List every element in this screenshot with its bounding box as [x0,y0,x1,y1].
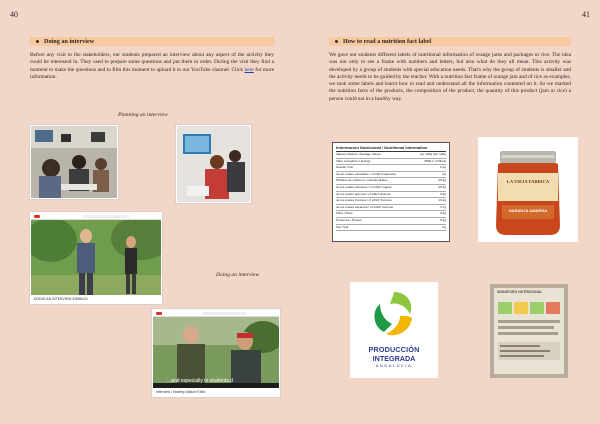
nutrient-name: Valor energético / Energy [336,158,371,163]
youtube-video-1[interactable] [30,212,162,304]
produccion-integrada-logo [350,282,438,378]
page-number-left: 40 [10,10,18,19]
nutrient-name: Fibra / Fibre [336,211,353,216]
paragraph-text: Before any visit to the stakeholders, our students prepared an interview about any aspect of the activity they could be interested in. They used to prepare some questions and put them in order. During the visit they find a moment to make the questions and to film this moment to upload it in our YouTube channel. Click [30,52,274,73]
nutrient-name: Valores Medios / Average Values [336,152,382,156]
nutrient-name: de los cuales sacarosa / of which sucrose [336,204,394,209]
jar-brand-label: LA VIEJA FABRICA [506,179,550,184]
nutrition-row [336,172,446,179]
paragraph-nutrition: We gave our students different labels of nutritional information of orange jams and packages or rice. The idea was not only to see a frame with numbers and letters, but also what do they all mean. This activity was developed by a group of students with special education needs. That's why the group of students is smaller and the activity needs to be guided by the teacher. With a nutrition fact frame of orange jam and of rice as examples, we took some labels and learnt how to read and understand all the information contented on it. So we marked the nutrition facts of the products, the composition of the product, the quantity of this product (jam or rice) a person could eat in a healthy way. [329,52,571,102]
nutrient-name: de las cuales saturadas / of which saturates [336,171,397,176]
youtube-logo-icon [156,312,162,315]
nutrition-facts-table [332,142,450,242]
nutrient-name: Grasas / Fat [336,165,354,170]
nutrition-row [336,198,446,205]
caption-planning: Planning an interview [118,112,168,118]
logo-text-integrada: INTEGRADA [372,354,416,363]
nutrient-value: 29,4g [438,184,446,189]
video-1-title: DOING AN INTERVIEW EIMINGO [31,295,161,303]
page-number-right: 41 [582,10,590,19]
section-heading-nutrition [329,37,571,46]
classroom-photo-1 [30,125,118,199]
classroom-photo-2 [176,125,251,203]
nutrient-value: 29,4g [438,178,446,183]
nutrition-row [336,178,446,185]
nutrient-value: 956kJ / 170kcal [424,158,446,163]
leaf-swirl-icon [350,282,438,344]
nutrition-table-title: Información Nutricional / Nutritional Information [336,145,446,152]
heading-text: Doing an interview [44,38,95,45]
video-2-subtitle: ...and especially to students.d [167,378,233,384]
nutrient-value: 0,1g [439,165,446,170]
nutrition-row [336,205,446,212]
nutrient-value: 10,4g [438,198,446,203]
caption-doing: Doing an interview [216,272,260,278]
orange-jam-jar-photo [478,137,578,242]
nutrient-name: Sal / Salt [336,224,349,229]
nutrition-row [336,211,446,218]
nutrient-value: 2,3g [439,211,446,216]
nutrition-table-rows [336,152,446,231]
youtube-header [31,213,161,220]
paragraph-tail: for more information. [30,66,274,80]
logo-text-andalucia: ANDALUCÍA [375,363,413,368]
nutrient-value: por 100g /per 100g [419,152,446,156]
nutrition-row [336,185,446,192]
nutrition-row [336,152,446,159]
nutrient-name: Hidratos de Carbono / Carbohydrates [336,178,388,183]
nutrient-value: 0g [442,224,446,229]
nutrient-name: de los cuales glucosa / of which glucose [336,191,392,196]
bullet-icon [36,40,39,43]
nutrition-row [336,225,446,232]
logo-text-produccion: PRODUCCIÓN [368,345,420,354]
bullet-icon [335,40,338,43]
youtube-video-2[interactable] [152,309,280,397]
nutrient-name: de los cuales azúcares / of which sugars [336,184,392,189]
nutrient-name: Proteínas / Protein [336,217,362,222]
youtube-header-2 [153,310,279,317]
nutrition-row [336,165,446,172]
nutrition-row [336,192,446,199]
video-2-title: Interview / Healthy-Nature Ethic [153,388,279,396]
nutrient-value: 0g [442,171,446,176]
nutrient-value: 4,7g [439,204,446,209]
youtube-search-bar[interactable] [83,215,129,218]
nutrient-value: 6,0g [439,191,446,196]
section-heading-interview [30,37,274,46]
youtube-search-bar-2[interactable] [203,312,247,315]
nutrition-row [336,218,446,225]
label-photo-heading: SEMÁFORO NUTRICIONAL [497,290,543,294]
video-frame-orchard [31,220,162,297]
more-info-link[interactable]: here [244,66,254,73]
nutrition-row [336,159,446,166]
nutrient-value: 0,1g [439,217,446,222]
nutrient-name: de los cuales fructosa / of which fructose [336,198,392,203]
youtube-logo-icon [34,215,40,218]
rice-label-photo [490,284,568,378]
jar-product-label: NARANJA AMARGA [508,208,548,213]
heading-text: How to read a nutrition fact label [343,38,432,45]
paragraph-interview [30,52,274,81]
